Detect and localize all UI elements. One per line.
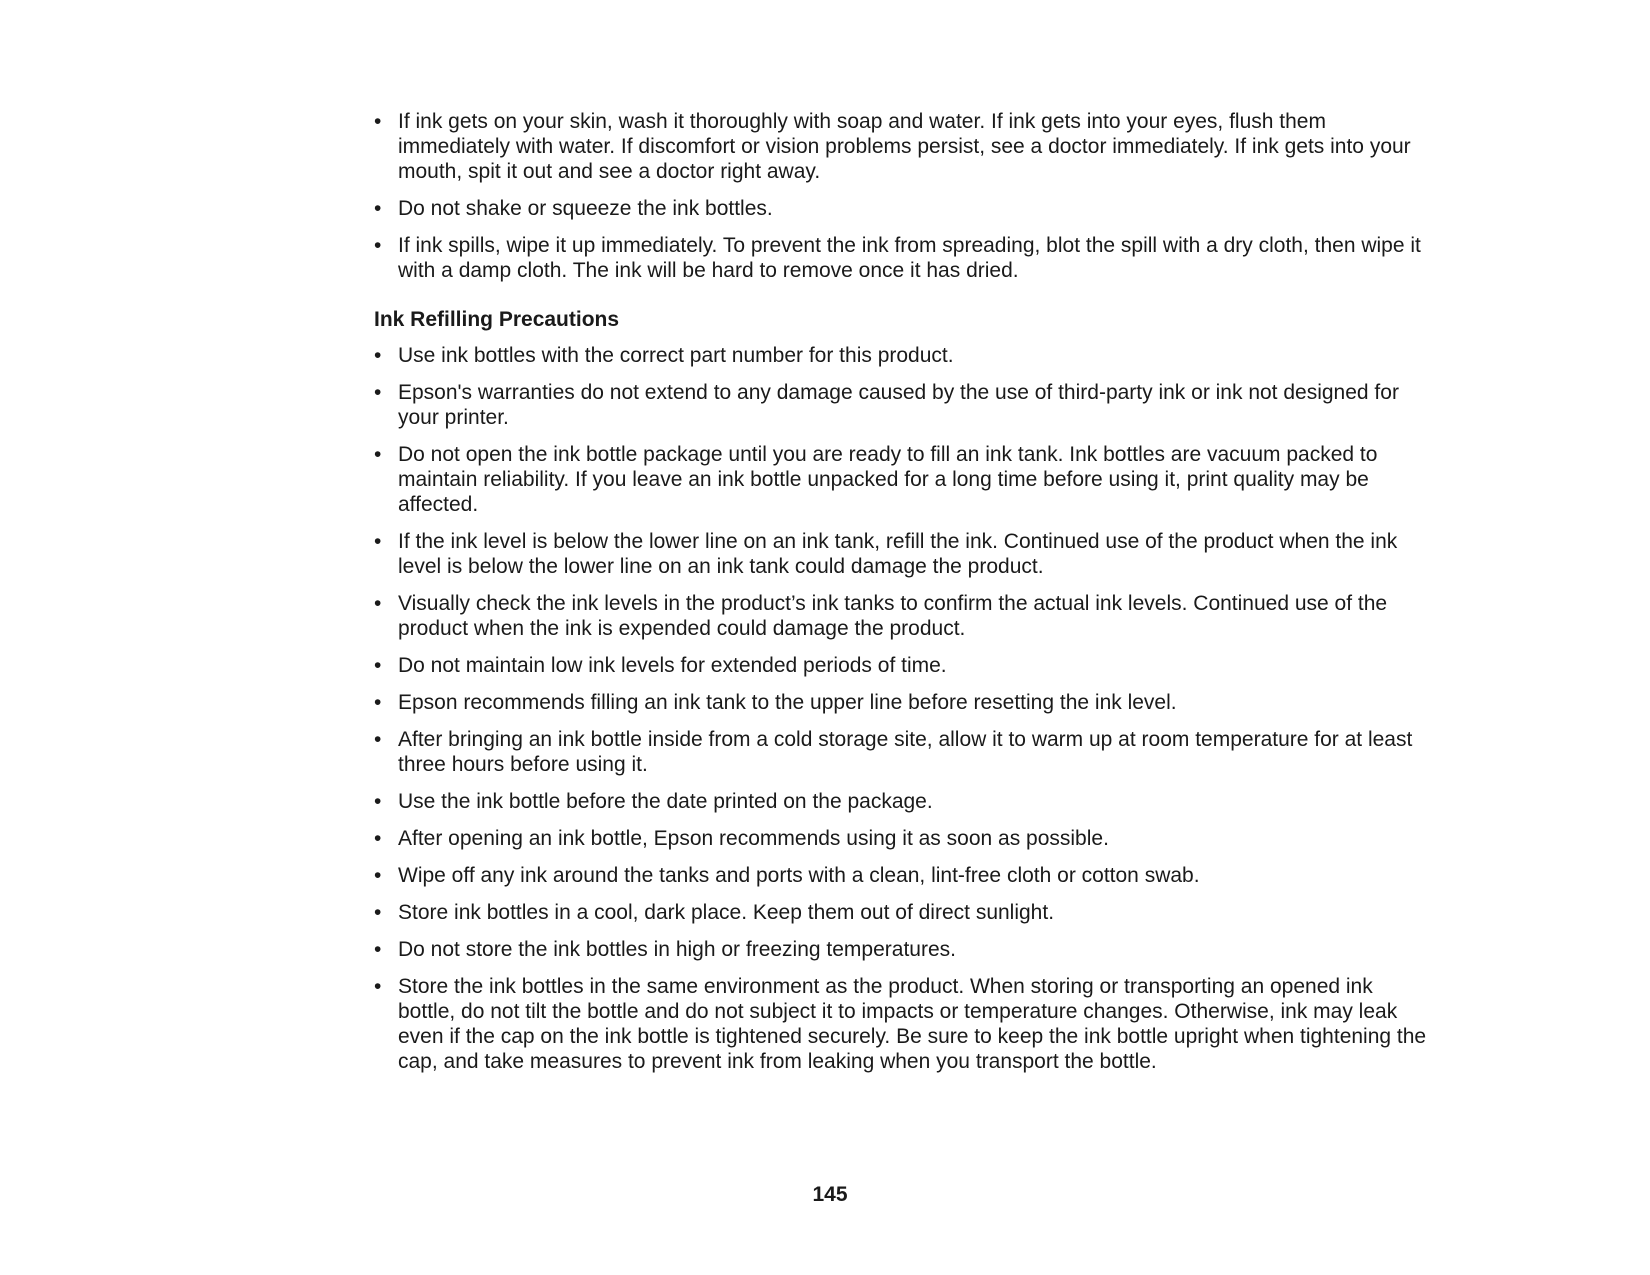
bullet-icon: • [374, 790, 382, 813]
bullet-icon: • [374, 381, 382, 404]
bullet-icon: • [374, 110, 382, 133]
list-item [374, 591, 1434, 641]
list-item [374, 442, 1434, 517]
precautions-list [374, 343, 1434, 1074]
list-item-text: Use ink bottles with the correct part number for this product. [398, 344, 954, 367]
list-item-text: Do not open the ink bottle package until you are ready to fill an ink tank. Ink bottles are vacuum packed to maintain reliability. If you leave an ink bottle unpacked for a long time before using it, print quality may be affected. [398, 443, 1378, 516]
list-item [374, 380, 1434, 430]
list-item [374, 727, 1434, 777]
list-item [374, 937, 1434, 962]
safety-list [374, 109, 1434, 283]
list-item [374, 653, 1434, 678]
list-item-text: Store ink bottles in a cool, dark place. Keep them out of direct sunlight. [398, 901, 1055, 924]
bullet-icon: • [374, 901, 382, 924]
list-item-text: If the ink level is below the lower line on an ink tank, refill the ink. Continued use of the product when the ink level is below the lower line on an ink tank could damage the product. [398, 530, 1398, 578]
list-item [374, 196, 1434, 221]
bullet-icon: • [374, 443, 382, 466]
list-item-text: Wipe off any ink around the tanks and ports with a clean, lint-free cloth or cotton swab. [398, 864, 1200, 887]
list-item-text: After opening an ink bottle, Epson recommends using it as soon as possible. [398, 827, 1109, 850]
bullet-icon: • [374, 344, 382, 367]
bullet-icon: • [374, 234, 382, 257]
bullet-icon: • [374, 864, 382, 887]
list-item [374, 789, 1434, 814]
bullet-icon: • [374, 938, 382, 961]
bullet-icon: • [374, 975, 382, 998]
list-item-text: Use the ink bottle before the date printed on the package. [398, 790, 933, 813]
list-item-text: Do not store the ink bottles in high or freezing temperatures. [398, 938, 956, 961]
bullet-icon: • [374, 197, 382, 220]
bullet-icon: • [374, 592, 382, 615]
list-item [374, 233, 1434, 283]
list-item-text: Do not shake or squeeze the ink bottles. [398, 197, 773, 220]
list-item-text: Epson recommends filling an ink tank to the upper line before resetting the ink level. [398, 691, 1177, 714]
list-item [374, 690, 1434, 715]
bullet-icon: • [374, 827, 382, 850]
list-item [374, 529, 1434, 579]
page-number: 145 [812, 1183, 848, 1206]
bullet-icon: • [374, 691, 382, 714]
bullet-icon: • [374, 654, 382, 677]
list-item [374, 863, 1434, 888]
list-item-text: If ink spills, wipe it up immediately. To prevent the ink from spreading, blot the spill with a dry cloth, then wipe it with a damp cloth. The ink will be hard to remove once it has dried. [398, 234, 1421, 282]
list-item [374, 826, 1434, 851]
list-item [374, 343, 1434, 368]
section-heading: Ink Refilling Precautions [374, 308, 620, 331]
list-item [374, 109, 1434, 184]
list-item-text: After bringing an ink bottle inside from a cold storage site, allow it to warm up at room temperature for at least three hours before using it. [398, 728, 1413, 776]
list-item-text: Visually check the ink levels in the product’s ink tanks to confirm the actual ink levels. Continued use of the product when the ink is expended could damage the product. [398, 592, 1388, 640]
list-item [374, 974, 1434, 1074]
page-content [374, 109, 1434, 1086]
list-item-text: Epson's warranties do not extend to any damage caused by the use of third-party ink or ink not designed for your printer. [398, 381, 1399, 429]
bullet-icon: • [374, 530, 382, 553]
list-item-text: Do not maintain low ink levels for extended periods of time. [398, 654, 947, 677]
list-item [374, 900, 1434, 925]
bullet-icon: • [374, 728, 382, 751]
list-item-text: Store the ink bottles in the same environment as the product. When storing or transporting an opened ink bottle, do not tilt the bottle and do not subject it to impacts or temperature changes. Otherwise, ink may leak even if the cap on the ink bottle is tightened securely. Be sure to keep the ink bottle upright when tightening the cap, and take measures to prevent ink from leaking when you transport the bottle. [398, 975, 1427, 1073]
list-item-text: If ink gets on your skin, wash it thoroughly with soap and water. If ink gets into your eyes, flush them immediately with water. If discomfort or vision problems persist, see a doctor immediately. If ink gets into your mouth, spit it out and see a doctor right away. [398, 110, 1411, 183]
